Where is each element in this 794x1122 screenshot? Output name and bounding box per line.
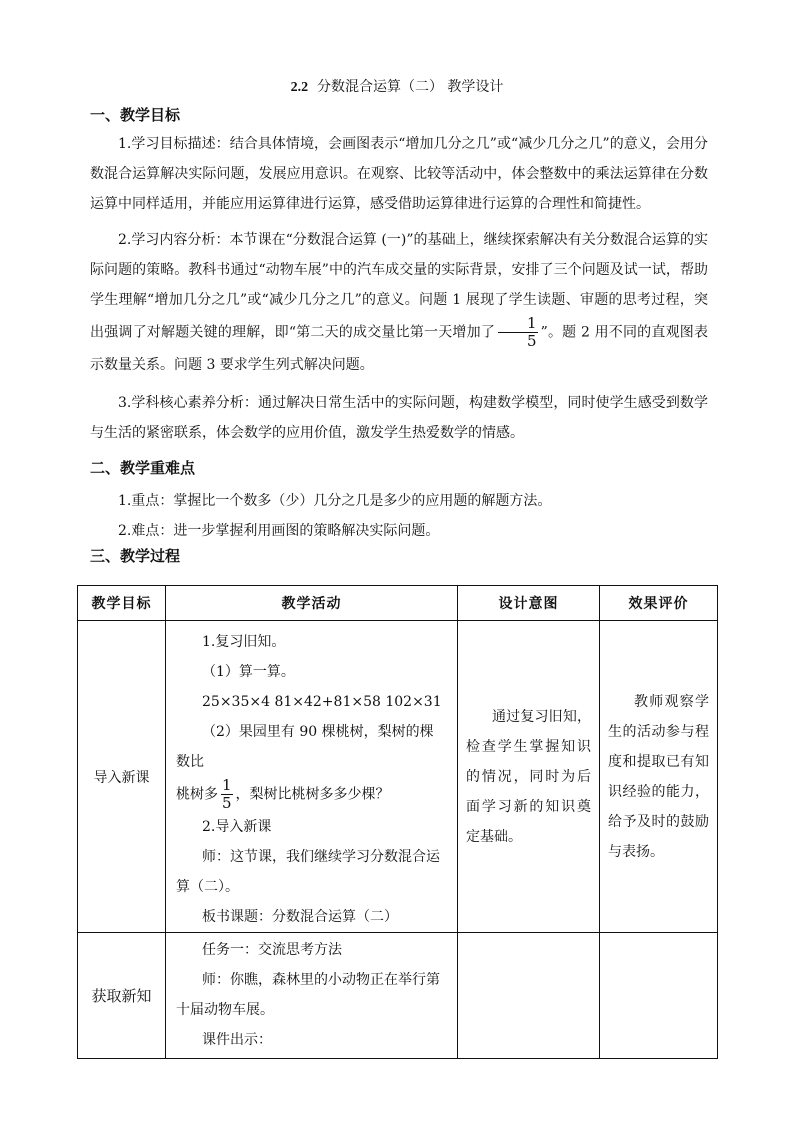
header-activity: 教学活动 xyxy=(166,586,458,621)
key-point: 1.重点：掌握比一个数多（少）几分之几是多少的应用题的解题方法。 xyxy=(118,493,552,509)
goal-cell-new: 获取新知 xyxy=(78,933,166,1059)
objective-paragraph-2 xyxy=(90,225,708,380)
activity-cell-new xyxy=(166,933,458,1059)
activity-line xyxy=(176,777,447,812)
intent-cell-new xyxy=(458,933,600,1059)
difficult-point: 2.难点：进一步掌握利用画图的策略解决实际问题。 xyxy=(118,523,440,539)
section-1-heading: 一、教学目标 xyxy=(90,106,181,124)
activity-line: （1）算一算。 xyxy=(202,664,295,680)
activity-line: 25×35×4 81×42+81×58 102×31 xyxy=(202,694,442,710)
objective-paragraph-3: 3.学科核心素养分析：通过解决日常生活中的实际问题，构建数学模型，同时使学生感受到数学与生活的紧密联系，体会数学的应用价值，激发学生热爱数学的情感。 xyxy=(90,395,708,441)
activity-line: 师：这节课，我们继续学习分数混合运算（二）。 xyxy=(176,849,440,895)
activity-line: 板书课题：分数混合运算（二） xyxy=(202,909,398,925)
table-row xyxy=(78,933,718,1059)
document-title xyxy=(0,76,794,96)
evaluation-cell-intro: 教师观察学生的活动参与程度和提取已有知识经验的能力，给予及时的鼓励与表扬。 xyxy=(600,621,718,933)
evaluation-cell-new xyxy=(600,933,718,1059)
activity-line: 1.复习旧知。 xyxy=(202,634,286,650)
activity-line: 师：你瞧，森林里的小动物正在举行第十届动物车展。 xyxy=(176,972,440,1018)
process-table xyxy=(77,585,718,1059)
section-2-heading: 二、教学重难点 xyxy=(90,459,196,477)
frac-numerator: 1 xyxy=(498,315,538,333)
table-row xyxy=(78,621,718,933)
frac-numerator: 1 xyxy=(222,776,232,794)
a5-text-b: ，梨树比桃树多多少棵？ xyxy=(235,786,390,803)
header-goal: 教学目标 xyxy=(78,586,166,621)
title-text: 分数混合运算（二） 教学设计 xyxy=(316,79,504,95)
frac-denominator: 5 xyxy=(527,332,537,350)
activity-cell-intro xyxy=(166,621,458,933)
p2-text-a: 2.学习内容分析：本节课在“分数混合运算 (一)”的基础上，继续探索解决有关分数混合运算的实际问题的策略。教科书通过“动物车展”中的汽车成交量的实际背景，安排了三个问题及试一试，帮助学生理解“增加几分之几”或“减少几分之几”的意义。问题 1 展现了学生读题、审题的思考过程，突出强调了对解题关键的理解，即“第二天的成交量比第一天增加了 xyxy=(90,232,708,341)
header-evaluation: 效果评价 xyxy=(600,586,718,621)
section-3-heading: 三、教学过程 xyxy=(90,547,181,565)
intent-cell-intro: 通过复习旧知，检查学生掌握知识的情况，同时为后面学习新的知识奠定基础。 xyxy=(458,621,600,933)
objective-paragraph-1: 1.学习目标描述：结合具体情境，会画图表示“增加几分之几”或“减少几分之几”的意义，会用分数混合运算解决实际问题，发展应用意识。在观察、比较等活动中，体会整数中的乘法运算律在分数运算中同样适用，并能应用运算律进行运算，感受借助运算律进行运算的合理性和简捷性。 xyxy=(90,136,708,212)
title-number: 2.2 xyxy=(290,80,309,95)
activity-line: 2.导入新课 xyxy=(202,819,272,835)
activity-line: 任务一：交流思考方法 xyxy=(202,942,342,958)
p2-text-b: ”。题 2 用不同的直观图表示数量关系。问题 3 要求学生列式解决问题。 xyxy=(90,324,708,373)
fraction-one-fifth xyxy=(221,777,233,812)
activity-line: （2）果园里有 90 棵桃树，梨树的棵数比 xyxy=(176,724,434,770)
table-header-row xyxy=(78,586,718,621)
frac-denominator: 5 xyxy=(222,794,232,812)
goal-cell-intro: 导入新课 xyxy=(78,621,166,933)
header-intent: 设计意图 xyxy=(458,586,600,621)
a5-text-a: 桃树多 xyxy=(176,786,218,803)
activity-line: 课件出示： xyxy=(202,1032,272,1048)
fraction-one-fifth xyxy=(498,315,538,350)
